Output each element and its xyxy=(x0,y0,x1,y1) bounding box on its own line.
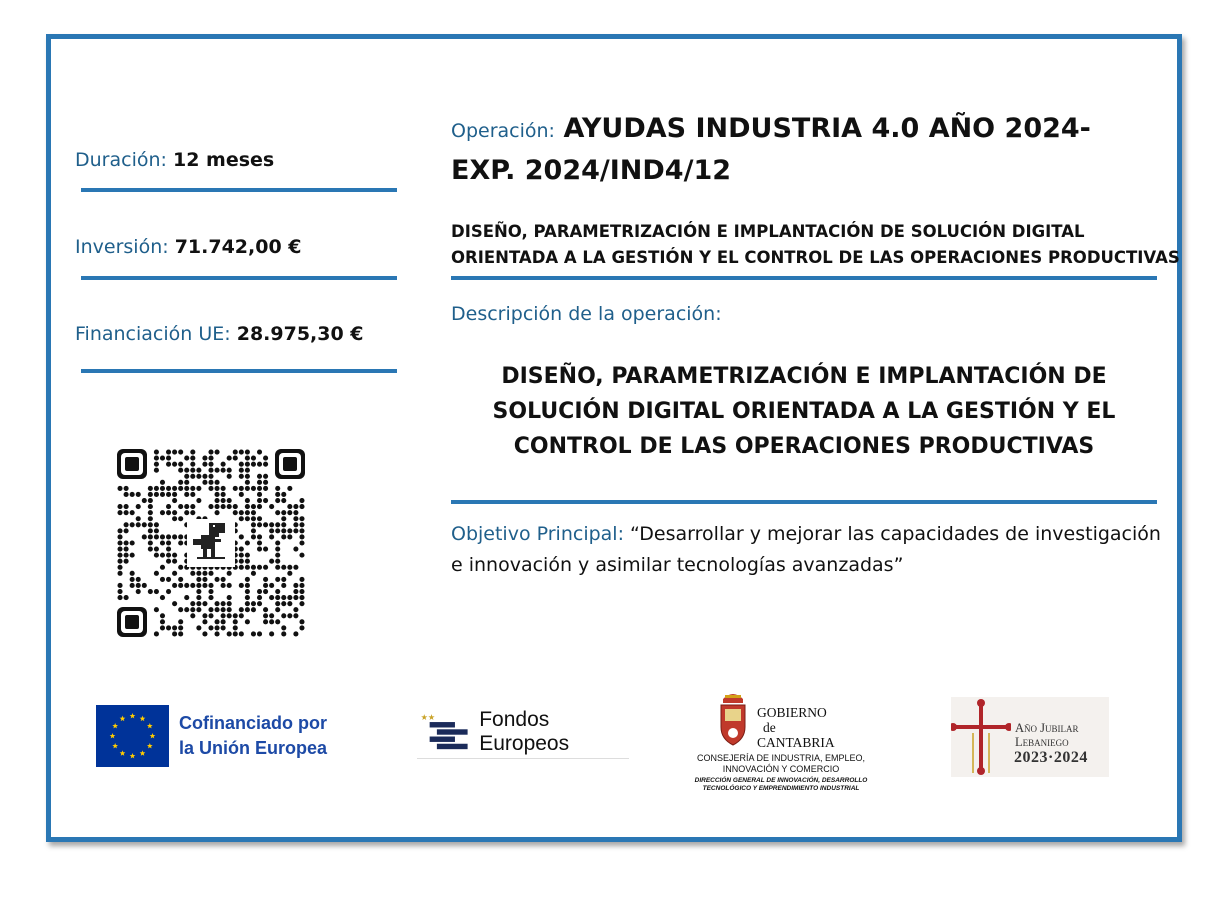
gobierno-text: GOBIERNO xyxy=(757,705,827,720)
operation-title: AYUDAS INDUSTRIA 4.0 AÑO 2024- EXP. 2024/IND4/12 xyxy=(451,113,1091,186)
divider xyxy=(451,276,1157,280)
jubilar-years: 2023·2024 xyxy=(1014,749,1088,766)
jubilar-line2: Lebaniego xyxy=(1015,735,1069,749)
direccion-line2: TECNOLÓGICO Y EMPRENDIMIENTO INDUSTRIAL xyxy=(702,784,860,792)
divider xyxy=(81,369,397,373)
description-label: Descripción de la operación: xyxy=(451,303,722,325)
consejeria-line1: CONSEJERÍA DE INDUSTRIA, EMPLEO, xyxy=(696,753,866,763)
fondos-europeos-icon xyxy=(417,709,471,755)
funding-label: Financiación UE: xyxy=(75,323,231,345)
eu-text-line2: la Unión Europea xyxy=(179,738,328,758)
divider xyxy=(81,276,397,280)
duration-line xyxy=(75,149,274,171)
cantabria-text: CANTABRIA xyxy=(757,735,835,750)
fondos-europeos-text: Fondos Europeos xyxy=(479,707,570,755)
cross-icon xyxy=(951,697,1011,777)
operation-heading xyxy=(451,109,1161,191)
operation-label: Operación: xyxy=(451,120,555,142)
investment-label: Inversión: xyxy=(75,236,169,258)
objective-block xyxy=(451,519,1171,581)
de-text: de xyxy=(763,720,776,735)
eu-cofinanced-logo xyxy=(96,705,327,767)
funding-value: 28.975,30 € xyxy=(236,323,364,345)
fondos-europeos-logo xyxy=(417,705,629,759)
divider xyxy=(81,188,397,192)
duration-label: Duración: xyxy=(75,149,167,171)
eu-text-line1: Cofinanciado por xyxy=(179,713,327,733)
qr-code[interactable] xyxy=(117,449,305,637)
coat-of-arms-icon xyxy=(715,687,751,747)
operation-subtitle: DISEÑO, PARAMETRIZACIÓN E IMPLANTACIÓN DE SOLUCIÓN DIGITAL ORIENTADA A LA GESTIÓN Y EL CONTROL DE LAS OPERACIONES PRODUCTIVAS xyxy=(451,222,1180,267)
duration-value: 12 meses xyxy=(172,149,275,171)
funding-line xyxy=(75,323,364,345)
jubilar-line1: Año Jubilar xyxy=(1015,721,1079,735)
objective-text: “Desarrollar y mejorar las capacidades de investigación e innovación y asimilar tecnologías avanzadas” xyxy=(451,523,1161,576)
eu-flag-icon xyxy=(96,705,169,767)
investment-value: 71.742,00 € xyxy=(174,236,302,258)
divider xyxy=(451,500,1157,504)
direccion-line1: DIRECCIÓN GENERAL DE INNOVACIÓN, DESARROLLO xyxy=(694,777,868,784)
objective-label: Objetivo Principal: xyxy=(451,523,624,545)
svg-text:★★: ★★ xyxy=(420,711,436,722)
gobierno-cantabria-logo xyxy=(691,687,871,802)
ano-jubilar-logo xyxy=(951,697,1109,777)
description-text: DISEÑO, PARAMETRIZACIÓN E IMPLANTACIÓN DE SOLUCIÓN DIGITAL ORIENTADA A LA GESTIÓN Y EL CONTROL DE LAS OPERACIONES PRODUCTIVAS xyxy=(492,364,1116,459)
info-panel xyxy=(46,34,1182,842)
consejeria-line2: INNOVACIÓN Y COMERCIO xyxy=(722,764,840,774)
investment-line xyxy=(75,236,302,258)
